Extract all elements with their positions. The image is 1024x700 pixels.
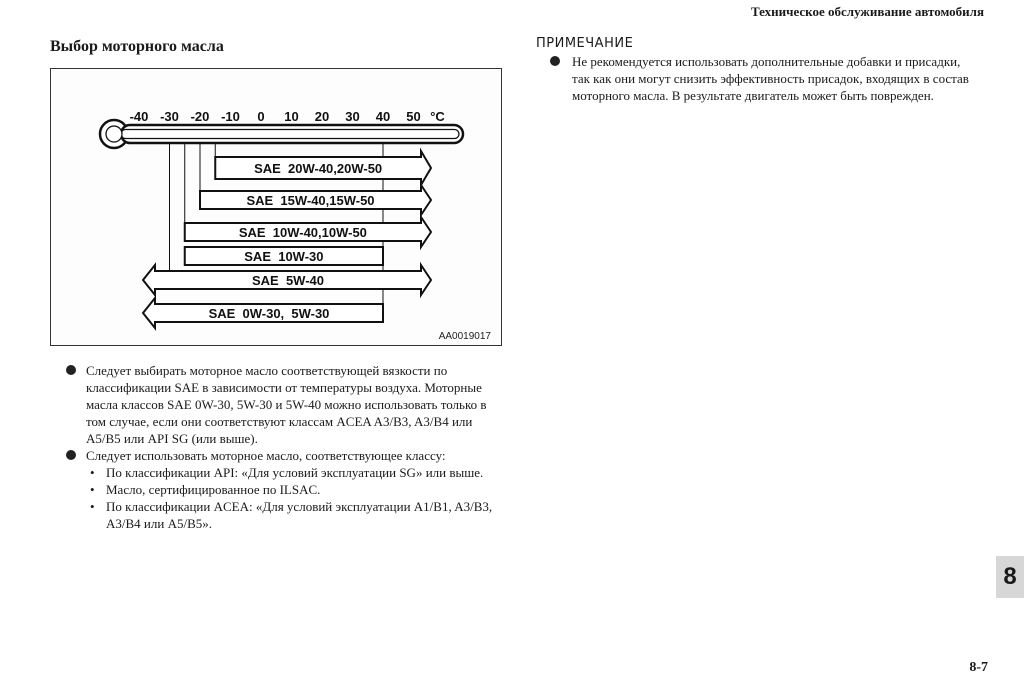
chapter-tab: 8	[996, 556, 1024, 598]
tick-label: 40	[375, 109, 391, 124]
thermometer	[100, 120, 463, 148]
instructions-list	[66, 362, 506, 532]
sub-bullet-item: • По классификации ACEA: «Для условий эксплуатации A1/B1, A3/B3, A3/B4 или A5/B5».	[90, 498, 506, 532]
thermometer-bulb-inner	[106, 126, 122, 142]
unit-label: °C	[430, 109, 445, 124]
running-header: Техническое обслуживание автомобиля	[750, 4, 984, 19]
viscosity-range-label: SAE 15W-40,15W-50	[246, 193, 375, 208]
tick-label: 0	[257, 109, 265, 124]
sub-bullet-list	[86, 464, 506, 532]
note-list	[550, 53, 970, 104]
viscosity-range-label: SAE 10W-30	[244, 249, 324, 264]
tick-label: 30	[345, 109, 360, 124]
viscosity-range-label: SAE 0W-30, 5W-30	[208, 306, 330, 321]
bullet-item	[66, 447, 506, 532]
figure-id: AA0019017	[438, 331, 491, 342]
note-title: ПРИМЕЧАНИЕ	[536, 36, 634, 51]
note-item: Не рекомендуется использовать дополнительные добавки и присадки, так как они могут снизить эффективность присадок, входящих в состав моторного масла. В результате двигатель может быть поврежден.	[550, 53, 970, 104]
tick-label: 20	[314, 109, 330, 124]
bullet-item-text: Следует использовать моторное масло, соответствующее классу:	[86, 448, 446, 463]
tick-label: -30	[160, 109, 179, 124]
tick-label: -40	[129, 109, 149, 124]
tick-label: -10	[221, 109, 240, 124]
bullet-item: Следует выбирать моторное масло соответствующей вязкости по классификации SAE в зависимости от температуры воздуха. Моторные масла классов SAE 0W-30, 5W-30 и 5W-40 можно использовать только в том случае, если они соответствуют классам ACEA A3/B3, A3/B4 или A5/B5 или API SG (или выше).	[66, 362, 506, 447]
chart-canvas	[51, 69, 501, 345]
viscosity-range-label: SAE 20W-40,20W-50	[254, 161, 383, 176]
thermometer-tube	[121, 125, 463, 143]
tick-label: 50	[406, 109, 421, 124]
sub-bullet-item: • По классификации API: «Для условий эксплуатации SG» или выше.	[90, 464, 506, 481]
viscosity-range-label: SAE 5W-40	[252, 273, 324, 288]
tick-label: -20	[190, 109, 210, 124]
sub-bullet-item: • Масло, сертифицированное по ILSAC.	[90, 481, 506, 498]
page-number: 8-7	[969, 660, 988, 675]
section-title: Выбор моторного масла	[50, 38, 224, 55]
oil-viscosity-chart	[50, 68, 502, 346]
viscosity-range-label: SAE 10W-40,10W-50	[238, 225, 367, 240]
tick-label: 10	[284, 109, 299, 124]
